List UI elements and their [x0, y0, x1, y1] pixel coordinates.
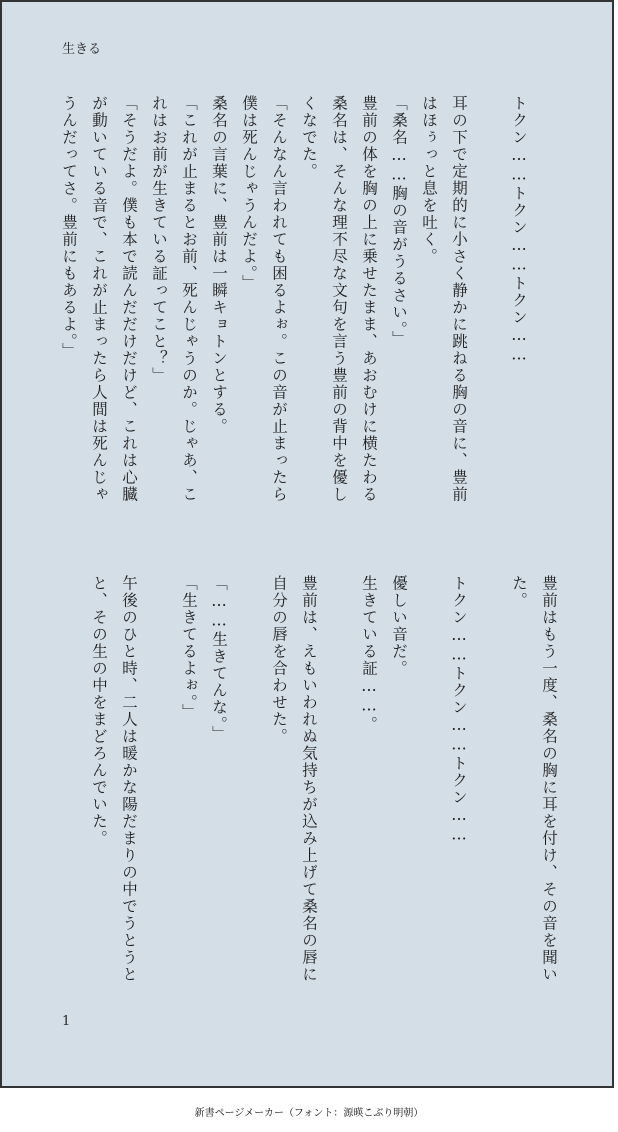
text-line-upper-1: トクン……トクン……トクン…… [510, 95, 528, 365]
text-line-upper-12: 「これが止まるとお前、死んじゃうのか。じゃあ、こ [180, 95, 198, 503]
text-line-lower-1: 豊前はもう一度、桑名の胸に耳を付け、その音を聞い [540, 575, 558, 983]
text-line-upper-3: 耳の下で定期的に小さく静かに跳ねる胸の音に、豊前 [450, 95, 468, 503]
text-line-upper-9: 「そんなん言われても困るよぉ。この音が止まったら [270, 95, 288, 503]
text-line-lower-6: 優しい音だ。 [390, 575, 408, 677]
text-line-upper-7: 桑名は、そんな理不尽な文句を言う豊前の背中を優し [330, 95, 348, 503]
text-line-lower-9: 豊前は、えもいわれぬ気持ちが込み上げて桑名の唇に [300, 575, 318, 983]
text-line-lower-13: 「生きてるよぉ。」 [180, 575, 198, 721]
text-line-upper-10: 僕は死んじゃうんだよ。」 [240, 95, 258, 292]
text-line-upper-15: が動いている音で、これが止まったら人間は死んじゃ [90, 95, 108, 503]
page-number: 1 [62, 1014, 71, 1029]
text-line-lower-10: 自分の唇を合わせた。 [270, 575, 288, 745]
text-line-upper-16: うんだってさ。豊前にもあるよ。」 [60, 95, 78, 360]
text-line-upper-11: 桑名の言葉に、豊前は一瞬キョトンとする。 [210, 95, 228, 435]
text-line-upper-8: くなでた。 [300, 95, 318, 180]
footer-caption: 新書ページメーカー（フォント：源暎こぶり明朝） [194, 1108, 424, 1119]
text-line-lower-16: と、その生の中をまどろんでいた。 [90, 575, 108, 847]
text-line-upper-6: 豊前の体を胸の上に乗せたまま、あおむけに横たわる [360, 95, 378, 503]
text-line-upper-14: 「そうだよ。僕も本で読んだだけだけど、これは心臓 [120, 95, 138, 503]
text-line-upper-4: はほぅっと息を吐く。 [420, 95, 438, 265]
text-line-lower-15: 午後のひと時、二人は暖かな陽だまりの中でうとうと [120, 575, 138, 983]
text-line-lower-4: トクン……トクン……トクン…… [450, 575, 468, 845]
text-line-lower-2: た。 [510, 575, 528, 609]
text-line-upper-13: れはお前が生きている証ってこと？」 [150, 95, 168, 384]
page-title: 生きる [62, 42, 102, 57]
text-line-lower-12: 「……生きてんな。」 [210, 575, 228, 743]
text-line-upper-5: 「桑名……胸の音がうるさい。」 [390, 95, 408, 348]
text-line-lower-7: 生きている証……。 [360, 575, 378, 733]
